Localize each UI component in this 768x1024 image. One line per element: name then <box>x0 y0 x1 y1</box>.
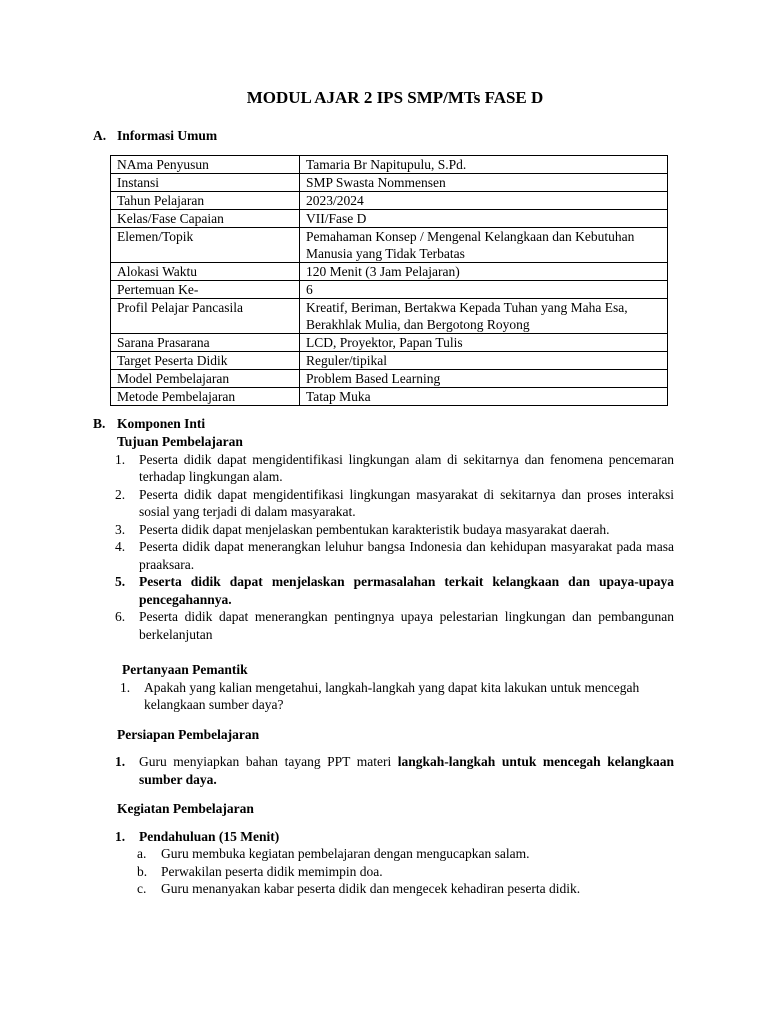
section-a-title: Informasi Umum <box>117 128 218 143</box>
persiapan-heading: Persiapan Pembelajaran <box>117 726 260 742</box>
list-text: Perwakilan peserta didik memimpin doa. <box>161 863 383 879</box>
info-value: Tamaria Br Napitupulu, S.Pd. <box>300 156 668 174</box>
info-table <box>110 155 668 406</box>
list-item <box>117 828 674 898</box>
list-number: 4. <box>115 539 126 554</box>
list-number: 3. <box>115 521 126 537</box>
pendahuluan-list <box>139 845 674 898</box>
info-key: Model Pembelajaran <box>111 370 300 388</box>
list-text: Peserta didik dapat menerangkan leluhur bangsa Indonesia dan kehidupan masyarakat pada masa praaksara. <box>139 539 674 572</box>
tujuan-heading: Tujuan Pembelajaran <box>117 434 243 449</box>
list-number: 1. <box>115 451 126 467</box>
section-b-content <box>117 433 674 898</box>
pemantik-list <box>117 679 674 714</box>
info-value: 6 <box>300 281 668 299</box>
list-number: 2. <box>115 486 126 502</box>
list-item <box>117 753 674 788</box>
list-letter: b. <box>137 863 148 879</box>
list-text: Peserta didik dapat mengidentifikasi lingkungan alam di sekitarnya dan fenomena pencemaran terhadap lingkungan alam. <box>139 451 674 484</box>
list-item <box>117 573 674 608</box>
pemantik-heading: Pertanyaan Pemantik <box>122 662 248 677</box>
info-value: Tatap Muka <box>300 388 668 406</box>
list-text: Peserta didik dapat menerangkan pentingnya upaya pelestarian lingkungan dan pembangunan berkelanjutan <box>139 609 674 642</box>
info-key: Elemen/Topik <box>111 228 300 263</box>
list-letter: a. <box>137 846 147 861</box>
section-a-heading <box>93 127 217 145</box>
info-value: SMP Swasta Nommensen <box>300 174 668 192</box>
list-item <box>139 863 674 881</box>
list-number: 1. <box>120 679 131 695</box>
info-key: Target Peserta Didik <box>111 352 300 370</box>
table-row <box>111 281 668 299</box>
table-row <box>111 228 668 263</box>
info-value: Pemahaman Konsep / Mengenal Kelangkaan dan Kebutuhan Manusia yang Tidak Terbatas <box>300 228 668 263</box>
list-item <box>117 521 674 539</box>
document-title: MODUL AJAR 2 IPS SMP/MTs FASE D <box>246 88 544 107</box>
info-key: Profil Pelajar Pancasila <box>111 299 300 334</box>
info-key: NAma Penyusun <box>111 156 300 174</box>
table-row <box>111 174 668 192</box>
list-text: Guru menanyakan kabar peserta didik dan mengecek kehadiran peserta didik. <box>161 881 581 896</box>
list-number: 1. <box>115 828 126 844</box>
table-row <box>111 299 668 334</box>
kegiatan-heading: Kegiatan Pembelajaran <box>117 801 254 816</box>
table-row <box>111 156 668 174</box>
section-b-letter: B. <box>93 416 106 431</box>
info-value: VII/Fase D <box>300 210 668 228</box>
list-number: 5. <box>115 574 126 589</box>
info-key: Sarana Prasarana <box>111 334 300 352</box>
kegiatan-list <box>117 828 674 898</box>
info-value: LCD, Proyektor, Papan Tulis <box>300 334 668 352</box>
list-item <box>139 880 674 898</box>
info-key: Kelas/Fase Capaian <box>111 210 300 228</box>
info-key: Alokasi Waktu <box>111 263 300 281</box>
section-a-letter: A. <box>93 128 107 143</box>
info-key: Tahun Pelajaran <box>111 192 300 210</box>
info-value: 2023/2024 <box>300 192 668 210</box>
list-item <box>139 845 674 863</box>
tujuan-list <box>117 451 674 644</box>
list-letter: c. <box>137 881 147 896</box>
list-item <box>117 451 674 486</box>
table-row <box>111 263 668 281</box>
info-value: 120 Menit (3 Jam Pelajaran) <box>300 263 668 281</box>
table-row <box>111 388 668 406</box>
table-row <box>111 334 668 352</box>
info-value: Kreatif, Beriman, Bertakwa Kepada Tuhan yang Maha Esa, Berakhlak Mulia, dan Bergotong Royong <box>300 299 668 334</box>
section-b-heading <box>93 415 205 433</box>
table-row <box>111 370 668 388</box>
info-key: Instansi <box>111 174 300 192</box>
list-text-bold: langkah-langkah untuk mencegah kelangkaan sumber daya. <box>139 754 674 787</box>
section-b-title: Komponen Inti <box>117 416 206 431</box>
list-item <box>117 608 674 643</box>
info-value: Problem Based Learning <box>300 370 668 388</box>
info-key: Metode Pembelajaran <box>111 388 300 406</box>
info-key: Pertemuan Ke- <box>111 281 300 299</box>
list-number: 6. <box>115 609 126 624</box>
list-text: Guru menyiapkan bahan tayang PPT materi <box>139 754 398 769</box>
list-text: Apakah yang kalian mengetahui, langkah-langkah yang dapat kita lakukan untuk mencegah kelangkaan sumber daya? <box>144 679 640 712</box>
list-text: Peserta didik dapat menjelaskan pembentukan karakteristik budaya masyarakat daerah. <box>139 521 610 537</box>
list-item <box>117 538 674 573</box>
table-row <box>111 192 668 210</box>
list-text: Peserta didik dapat mengidentifikasi lingkungan masyarakat di sekitarnya dan proses interaksi sosial yang terjadi di dalam masyarakat. <box>139 486 674 519</box>
table-row <box>111 210 668 228</box>
list-item <box>117 486 674 521</box>
list-text: Peserta didik dapat menjelaskan permasalahan terkait kelangkaan dan upaya-upaya pencegahannya. <box>139 574 674 607</box>
table-row <box>111 352 668 370</box>
persiapan-list <box>117 753 674 788</box>
list-number: 1. <box>115 754 126 769</box>
info-value: Reguler/tipikal <box>300 352 668 370</box>
list-text: Guru membuka kegiatan pembelajaran dengan mengucapkan salam. <box>161 846 530 861</box>
list-item <box>122 679 674 714</box>
pendahuluan-heading: Pendahuluan (15 Menit) <box>139 828 280 844</box>
